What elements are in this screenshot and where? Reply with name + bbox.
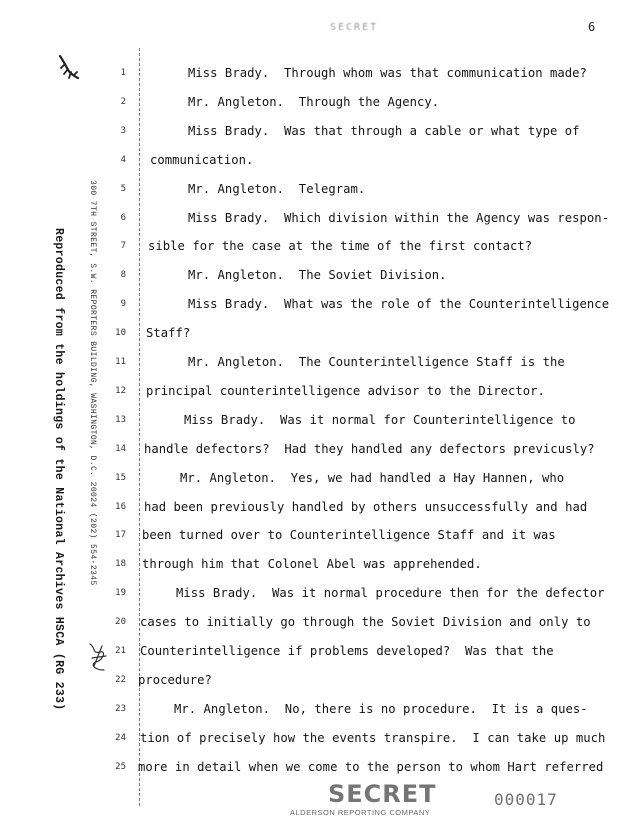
transcript-line: Miss Brady. Was it normal procedure then for the defector [176,586,605,601]
transcript-line: Miss Brady. Was that through a cable or what type of [188,123,580,138]
line-number: 14 [115,443,126,454]
page-number: 6 [588,20,596,34]
margin-rule [139,48,140,806]
document-id: 000017 [494,790,558,809]
transcript-line: been turned over to Counterintelligence Staff and it was [142,528,556,543]
line-number: 23 [115,703,126,714]
transcript-line: Miss Brady. Was it normal for Counterintelligence to [184,412,576,427]
line-number: 25 [115,761,126,772]
line-number: 12 [115,385,126,396]
transcript-line: Counterintelligence if problems developed? Was that the [140,644,554,658]
line-number: 11 [115,357,126,367]
archive-reproduction-note: Reproduced from the holdings of the National Archives HSCA (RG 233) [52,228,65,711]
line-number: 15 [115,472,126,483]
header-classification-stamp: SECRET [330,22,379,33]
handwritten-initials-icon [86,640,110,674]
line-number: 10 [115,328,126,339]
transcript-line: principal counterintelligence advisor to the Director. [146,383,545,398]
transcript-line: Staff? [146,326,191,341]
margin-ink-mark-icon [58,54,80,80]
line-number: 7 [120,241,126,252]
transcript-line: Mr. Angleton. Yes, we had handled a Hay Hannen, who [180,470,565,485]
transcript-line: sible for the case at the time of the first contact? [148,239,533,254]
line-number: 8 [120,270,126,281]
line-number: 1 [120,68,126,78]
transcript-line: communication. [150,152,254,167]
line-number: 22 [115,674,126,685]
transcript-line: Mr. Angleton. The Counterintelligence Staff is the [188,355,565,369]
transcript-line: tion of precisely how the events transpire. I can take up much [140,730,606,745]
transcript-line: had been previously handled by others unsuccessfully and had [144,499,588,514]
transcript-line: Mr. Angleton. Telegram. [188,181,366,196]
transcript-line: Miss Brady. Which division within the Agency was respon- [188,210,610,225]
transcript-line: Miss Brady. Through whom was that communication made? [188,66,587,80]
reporter-address: 300 7TH STREET, S.W. REPORTERS BUILDING, WASHINGTON, D.C. 20024 (202) 554-2345 [88,180,97,586]
transcript-line: Miss Brady. What was the role of the Counterintelligence [188,297,610,312]
transcript-line: handle defectors? Had they handled any defectors previcusly? [144,441,595,456]
line-number: 20 [115,617,126,628]
line-number: 19 [115,588,126,599]
line-number: 21 [115,646,126,656]
line-number: 13 [115,414,126,425]
transcript-line: Mr. Angleton. No, there is no procedure. It is a ques- [174,701,588,716]
transcript-line: procedure? [138,672,212,687]
line-number: 2 [120,96,126,107]
reporter-company: ALDERSON REPORTING COMPANY [290,808,431,817]
line-number: 24 [115,732,126,743]
line-number: 16 [115,501,126,512]
line-number: 3 [120,125,126,136]
line-number: 9 [120,299,126,310]
transcript-line: more in detail when we come to the person to whom Hart referred [138,759,604,774]
line-number: 6 [120,212,126,223]
line-number: 4 [120,154,126,165]
line-number: 18 [115,559,126,570]
transcript-line: Mr. Angleton. Through the Agency. [188,94,440,109]
classification-stamp: SECRET [328,780,437,808]
line-number: 5 [120,183,126,194]
transcript-line: Mr. Angleton. The Soviet Division. [188,268,447,283]
transcript-line: cases to initially go through the Soviet Division and only to [140,615,591,630]
line-number: 17 [115,530,126,541]
transcript-line: through him that Colonel Abel was apprehended. [142,557,482,572]
